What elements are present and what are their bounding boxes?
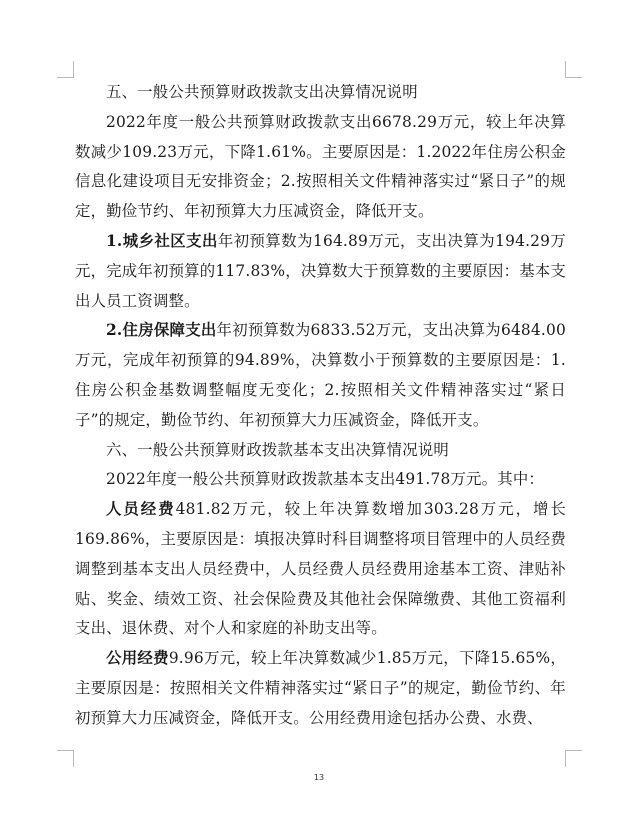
section5-item2 (75, 316, 566, 435)
section6-personnel (75, 495, 566, 644)
section5-item1 (75, 227, 566, 316)
section5-heading: 五、一般公共预算财政拨款支出决算情况说明 (106, 83, 418, 101)
personnel-text: 481.82万元，较上年决算数增加303.28万元，增长169.86%，主要原因是：填报决算时科目调整将项目管理中的人员经费调整到基本支出人员经费中，人员经费人员经费用途基本工资、津贴补贴、奖金、绩效工资、社会保险费及其他社会保障缴费、其他工资福利支出、退休费、对个人和家庭的补助支出等。 (75, 500, 566, 638)
section5-summary: 2022年度一般公共预算财政拨款支出6678.29万元，较上年决算数减少109.23万元，下降1.61%。主要原因是：1.2022年住房公积金信息化建设项目无安排资金；2.按照相关文件精神落实过“紧日子”的规定，勤俭节约、年初预算大力压减资金，降低开支。 (75, 112, 566, 221)
item1-lead: 1.城乡社区支出 (106, 231, 218, 250)
section6-heading: 六、一般公共预算财政拨款基本支出决算情况说明 (106, 440, 449, 459)
crop-mark-bottom-left (57, 750, 74, 767)
public-lead: 公用经费 (106, 649, 169, 668)
crop-mark-bottom-right (565, 750, 582, 767)
section6-public (75, 644, 566, 733)
crop-mark-top-right (565, 61, 582, 78)
section6-summary: 2022年度一般公共预算财政拨款基本支出491.78万元。其中： (106, 470, 545, 489)
item2-text: 年初预算数为6833.52万元，支出决算为6484.00万元，完成年初预算的94.89%，决算数小于预算数的主要原因是：1.住房公积金基数调整幅度无变化；2.按照相关文件精神落实过“紧日子”的规定，勤俭节约、年初预算大力压减资金，降低开支。 (75, 321, 566, 429)
body-text (75, 78, 566, 734)
item2-lead: 2.住房保障支出 (106, 321, 217, 340)
item1-text: 年初预算数为164.89万元，支出决算为194.29万元，完成年初预算的117.83%，决算数大于预算数的主要原因：基本支出人员工资调整。 (75, 231, 566, 310)
public-text: 9.96万元，较上年决算数减少1.85万元，下降15.65%，主要原因是：按照相关文件精神落实过“紧日子”的规定，勤俭节约、年初预算大力压减资金，降低开支。公用经费用途包括办公费、水费、 (75, 649, 566, 727)
page-number: 13 (313, 773, 325, 782)
crop-mark-top-left (57, 61, 74, 78)
personnel-lead: 人员经费 (106, 500, 176, 519)
